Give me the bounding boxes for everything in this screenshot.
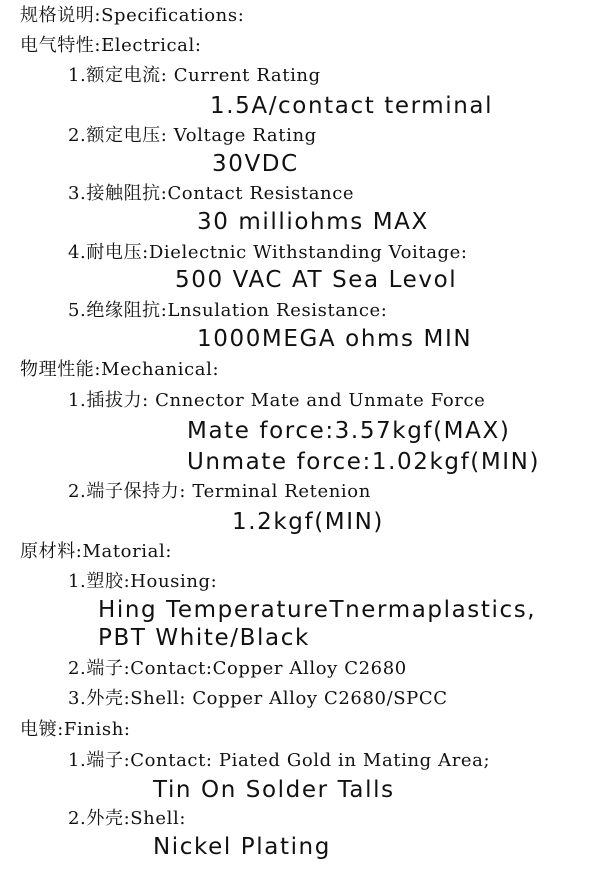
spec-value-dielectric-withstanding: 500 VAC AT Sea Levol [175, 267, 458, 293]
section-heading-finish: 电镀:Finish: [20, 719, 131, 740]
spec-value-insulation-resistance: 1000MEGA ohms MIN [197, 326, 473, 352]
spec-label-contact-material: 2.端子:Contact:Copper Alloy C2680 [68, 658, 407, 679]
spec-label-shell-material: 3.外壳:Shell: Copper Alloy C2680/SPCC [68, 688, 448, 709]
section-heading-electrical: 电气特性:Electrical: [20, 35, 202, 56]
spec-label-shell-finish: 2.外壳:Shell: [68, 808, 186, 829]
section-heading-mechanical: 物理性能:Mechanical: [20, 359, 220, 380]
spec-label-contact-finish: 1.端子:Contact: Piated Gold in Mating Area; [68, 750, 491, 771]
spec-value-shell-finish: Nickel Plating [153, 834, 331, 860]
section-heading-material: 原材料:Matorial: [20, 541, 173, 562]
spec-label-insulation-resistance: 5.绝缘阻抗:Lnsulation Resistance: [68, 300, 388, 321]
spec-label-contact-resistance: 3.接触阻抗:Contact Resistance [68, 183, 355, 204]
spec-value-mate-force: Mate force:3.57kgf(MAX) [187, 418, 511, 444]
spec-value-unmate-force: Unmate force:1.02kgf(MIN) [187, 449, 541, 475]
spec-value-terminal-retention: 1.2kgf(MIN) [232, 509, 384, 535]
spec-label-voltage-rating: 2.额定电压: Voltage Rating [68, 125, 317, 146]
spec-label-housing: 1.塑胶:Housing: [68, 571, 218, 592]
spec-label-dielectric-withstanding: 4.耐电压:Dielectnic Withstanding Voitage: [68, 242, 468, 263]
spec-label-current-rating: 1.额定电流: Current Rating [68, 65, 321, 86]
spec-value-contact-finish: Tin On Solder Talls [153, 777, 395, 803]
spec-value-contact-resistance: 30 milliohms MAX [197, 209, 429, 235]
spec-value-housing-color: PBT White/Black [98, 625, 310, 651]
spec-label-mate-unmate-force: 1.插拔力: Cnnector Mate and Unmate Force [68, 390, 486, 411]
spec-value-voltage-rating: 30VDC [212, 151, 299, 177]
spec-value-current-rating: 1.5A/contact terminal [210, 93, 494, 119]
spec-label-terminal-retention: 2.端子保持力: Terminal Retenion [68, 481, 371, 502]
spec-value-housing-material: Hing TemperatureTnermaplastics, [98, 597, 537, 623]
document-title: 规格说明:Specifications: [20, 5, 245, 26]
